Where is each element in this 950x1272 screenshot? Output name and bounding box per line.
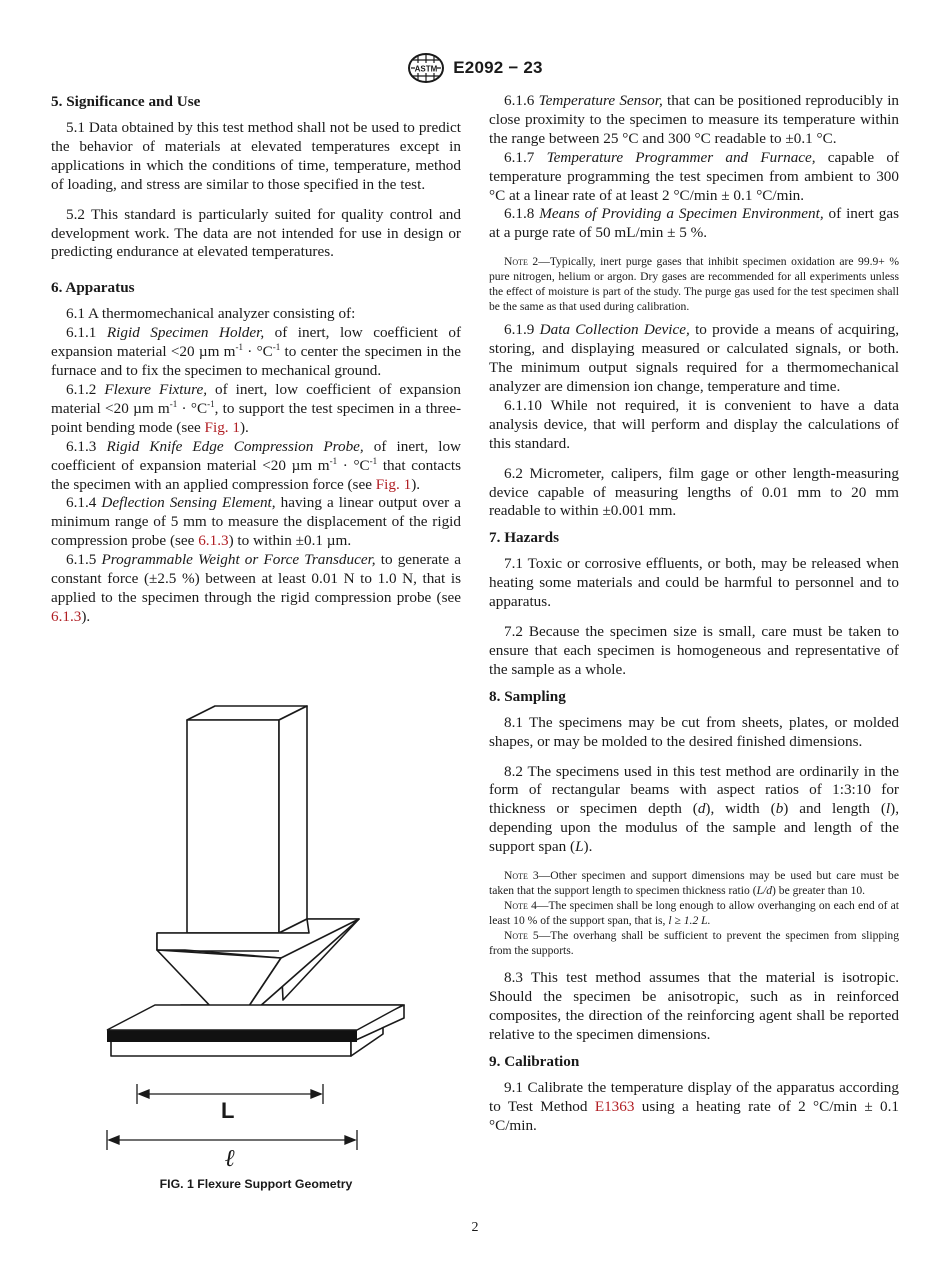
clause-number: 6.1.1 (66, 324, 97, 342)
note-3: Note 3—Other specimen and support dimensions may be used but care must be taken that the support length to specimen thickness ratio (L/d) be greater than 10. (489, 869, 899, 898)
clause-text: to center the specimen in the furnace and to fix the specimen to mechanical ground. (51, 343, 462, 380)
probe-column-front (187, 720, 279, 933)
section-7-heading: 7. Hazards (489, 529, 560, 547)
clause-number: 6.1.8 (504, 205, 535, 223)
right-column (489, 92, 899, 1135)
clause-text: , to support the test specimen in a three-point bending mode (see (51, 399, 462, 436)
unit-superscript: -1 (169, 398, 178, 409)
left-column (51, 92, 461, 627)
clause-number: 6.1.9 (504, 321, 535, 339)
clause-number: 6.1.3 (66, 437, 97, 455)
paragraph-6-1-1 (51, 324, 461, 381)
flexure-support-drawing (51, 700, 461, 1180)
page-header (0, 50, 950, 86)
note-label: Note 4 (504, 899, 537, 913)
astm-logo-icon (407, 52, 445, 84)
clause-term: Data Collection Device, (539, 321, 690, 339)
clause-text: ) to within ±0.1 µm. (228, 532, 352, 550)
paragraph-6-1-7 (489, 149, 899, 206)
note-label: Note 2 (504, 255, 539, 269)
figure-1 (51, 700, 461, 1200)
paragraph-6-1-6 (489, 92, 899, 149)
dimension-label-l: ℓ (225, 1146, 236, 1172)
paragraph-8-1: 8.1 The specimens may be cut from sheets, plates, or molded shapes, or may be molded to the desired finished dimensions. (489, 713, 899, 750)
paragraph-7-1: 7.1 Toxic or corrosive effluents, or both, may be released when heating some materials and could be harmful to personnel and to apparatus. (489, 555, 899, 611)
clause-text: of inert, low coefficient of expansion material <20 µm m (51, 380, 461, 417)
clause-term: Rigid Specimen Holder, (106, 324, 265, 342)
svg-text:ASTM: ASTM (414, 64, 438, 74)
unit-text: · °C (337, 456, 370, 474)
clause-text: to provide a means of acquiring, storing, and displaying measured or calculated signals, or both. The minimum output signals required for a thermomechanical analyzer are dimension ion change, temperature and time. (489, 321, 899, 395)
note-label: Note 3 (504, 869, 539, 883)
unit-superscript: -1 (235, 342, 243, 353)
e1363-link[interactable]: E1363 (594, 1097, 635, 1115)
page-number: 2 (471, 1220, 479, 1235)
unit-superscript: -1 (369, 455, 378, 466)
paragraph-6-1-5: 6.1.5 Programmable Weight or Force Transducer, to generate a constant force (±2.5 %) between at least 0.01 N to 1.0 N, that is applied to the specimen through the rigid compression probe (see 6.1.3). (51, 551, 462, 625)
clause-number: 6.1.2 (66, 380, 97, 398)
note-5: Note 5—The overhang shall be sufficient to prevent the specimen from slipping from the supports. (489, 929, 900, 958)
paragraph-6-1-3: 6.1.3 Rigid Knife Edge Compression Probe, of inert, low coefficient of expansion material <20 µm $m^{-1} \cdot ^\circ C^{-1}$ that contacts the specimen with an applied compression force (see Fig. 1). (51, 437, 462, 493)
clause-term: Programmable Weight or Force Transducer, (101, 551, 376, 569)
clause-text: that contacts the specimen with an applied compression force (see (51, 456, 462, 493)
unit-text: · °C (177, 399, 208, 417)
note-4: Note 4—The specimen shall be long enough to allow overhanging on each end of at least 10 % of the support span, that is, l ≥ 1.2 L. (489, 899, 900, 928)
clause-number: 6.1.7 (504, 148, 535, 166)
clause-term: Flexure Fixture, (104, 380, 207, 398)
dimension-label-L: L (221, 1098, 235, 1123)
specimen-beam-top (107, 1005, 403, 1030)
clause-term: Temperature Programmer and Furnace, (546, 148, 816, 166)
paragraph-6-1-9 (489, 321, 899, 397)
unit-text: · °C (243, 343, 273, 361)
specimen-beam (107, 1030, 357, 1042)
paragraph-6-2: 6.2 Micrometer, calipers, film gage or other length-measuring device capable of measuring lengths of 0.01 mm to 20 mm readable to within ±0.001 mm. (489, 464, 899, 520)
figure-caption: FIG. 1 Flexure Support Geometry (159, 1177, 353, 1191)
note-label: Note 5 (504, 929, 539, 943)
section-5-heading: 5. Significance and Use (51, 93, 201, 110)
document-designation: E2092 − 23 (453, 58, 543, 77)
section-6-1-3-link[interactable]: 6.1.3 (51, 607, 82, 625)
paragraph-5-1: 5.1 Data obtained by this test method shall not be used to predict the behavior of materials at elevated temperatures except in applications in which the conditions of time, temperature, method of loading, and stress are similar to those specified in the test. (51, 119, 461, 193)
fig-1-link[interactable]: Fig. 1 (204, 418, 240, 436)
clause-text: to generate a constant force (±2.5 %) between at least 0.01 N to 1.0 N, that is applied to the specimen through the rigid compression probe (see (51, 551, 462, 606)
paragraph-7-2: 7.2 Because the specimen size is small, care must be taken to ensure that each specimen is homogeneous and representative of the sample as a whole. (489, 623, 899, 678)
clause-text: capable of temperature programming the test specimen from ambient to 300 °C at a linear rate of at least 2 °C/min ± 0.1 °C/min. (489, 148, 900, 204)
clause-number: 6.1.6 (504, 92, 535, 109)
paragraph-6-1-8 (489, 205, 899, 243)
probe-column-side (279, 706, 307, 933)
clause-number: 6.1.5 (66, 551, 97, 569)
clause-number: 6.1.4 (66, 494, 97, 512)
section-6-1-3-link[interactable]: 6.1.3 (198, 532, 229, 550)
paragraph-9-1: 9.1 Calibrate the temperature display of the apparatus according to Test Method E1363 using a heating rate of 2 °C/min ± 0.1 °C/min. (489, 1078, 899, 1134)
clause-text: of inert, low coefficient of expansion material <20 µm m (51, 324, 462, 361)
paragraph-6-1-2: 6.1.2 Flexure Fixture, of inert, low coefficient of expansion material <20 µm $m^{-1} \cdot ^\circ C^{-1}$, to support the test specimen in a three-point bending mode (see Fig. 1). (51, 380, 462, 436)
note-text: —Typically, inert purge gases that inhibit specimen oxidation are 99.9+ % pure nitrogen, helium or argon. Dry gases are recommended for all experiments unless the effect of moisture is part of the study. The purge gas used for the test specimen shall be the same as that used during calibration. (489, 255, 900, 314)
paragraph-8-3: 8.3 This test method assumes that the material is isotropic. Should the specimen be anisotropic, such as in reinforced composites, the direction of the reinforcing agent shall be reported relative to the specimen dimensions. (489, 969, 899, 1043)
unit-superscript: -1 (207, 398, 215, 409)
paragraph-8-2: 8.2 The specimens used in this test method are ordinarily in the form of rectangular beams with aspect ratios of 1:3:10 for thickness or specimen depth (d), width (b) and length (l), depending upon the modulus of the sample and length of the support span (L). (489, 762, 899, 856)
unit-superscript: -1 (272, 342, 281, 353)
section-9-heading: 9. Calibration (489, 1052, 580, 1070)
clause-text: of inert gas at a purge rate of 50 mL/min ± 5 %. (489, 205, 900, 242)
support-base-front (111, 1040, 351, 1056)
clause-text: of inert, low coefficient of expansion material <20 µm m (51, 437, 462, 474)
clause-term: Rigid Knife Edge Compression Probe, (106, 437, 364, 455)
paragraph-5-2: 5.2 This standard is particularly suited for quality control and development work. The data are not intended for use in design or predicting endurance at elevated temperatures. (51, 205, 461, 261)
paragraph-6-1-10: 6.1.10 While not required, it is convenient to have a data analysis device, that will perform and display the calculations of this standard. (489, 396, 899, 452)
note-2 (489, 254, 899, 314)
paragraph-6-1-4 (51, 494, 461, 551)
clause-term: Means of Providing a Specimen Environment, (539, 205, 824, 223)
clause-text: that can be positioned reproducibly in close proximity to the specimen to measure its temperature within the range between 25 °C and 300 °C readable to ±0.1 °C. (489, 92, 900, 147)
section-8-heading: 8. Sampling (489, 687, 566, 705)
clause-text: having a linear output over a minimum range of 5 mm to measure the displacement of the rigid compression probe (see (51, 494, 461, 550)
section-6-heading: 6. Apparatus (51, 279, 135, 297)
paragraph-6-1: 6.1 A thermomechanical analyzer consisting of: (66, 305, 356, 323)
fig-1-link[interactable]: Fig. 1 (375, 475, 412, 493)
clause-term: Temperature Sensor, (538, 92, 663, 109)
unit-superscript: -1 (329, 455, 338, 466)
clause-term: Deflection Sensing Element, (101, 494, 276, 512)
